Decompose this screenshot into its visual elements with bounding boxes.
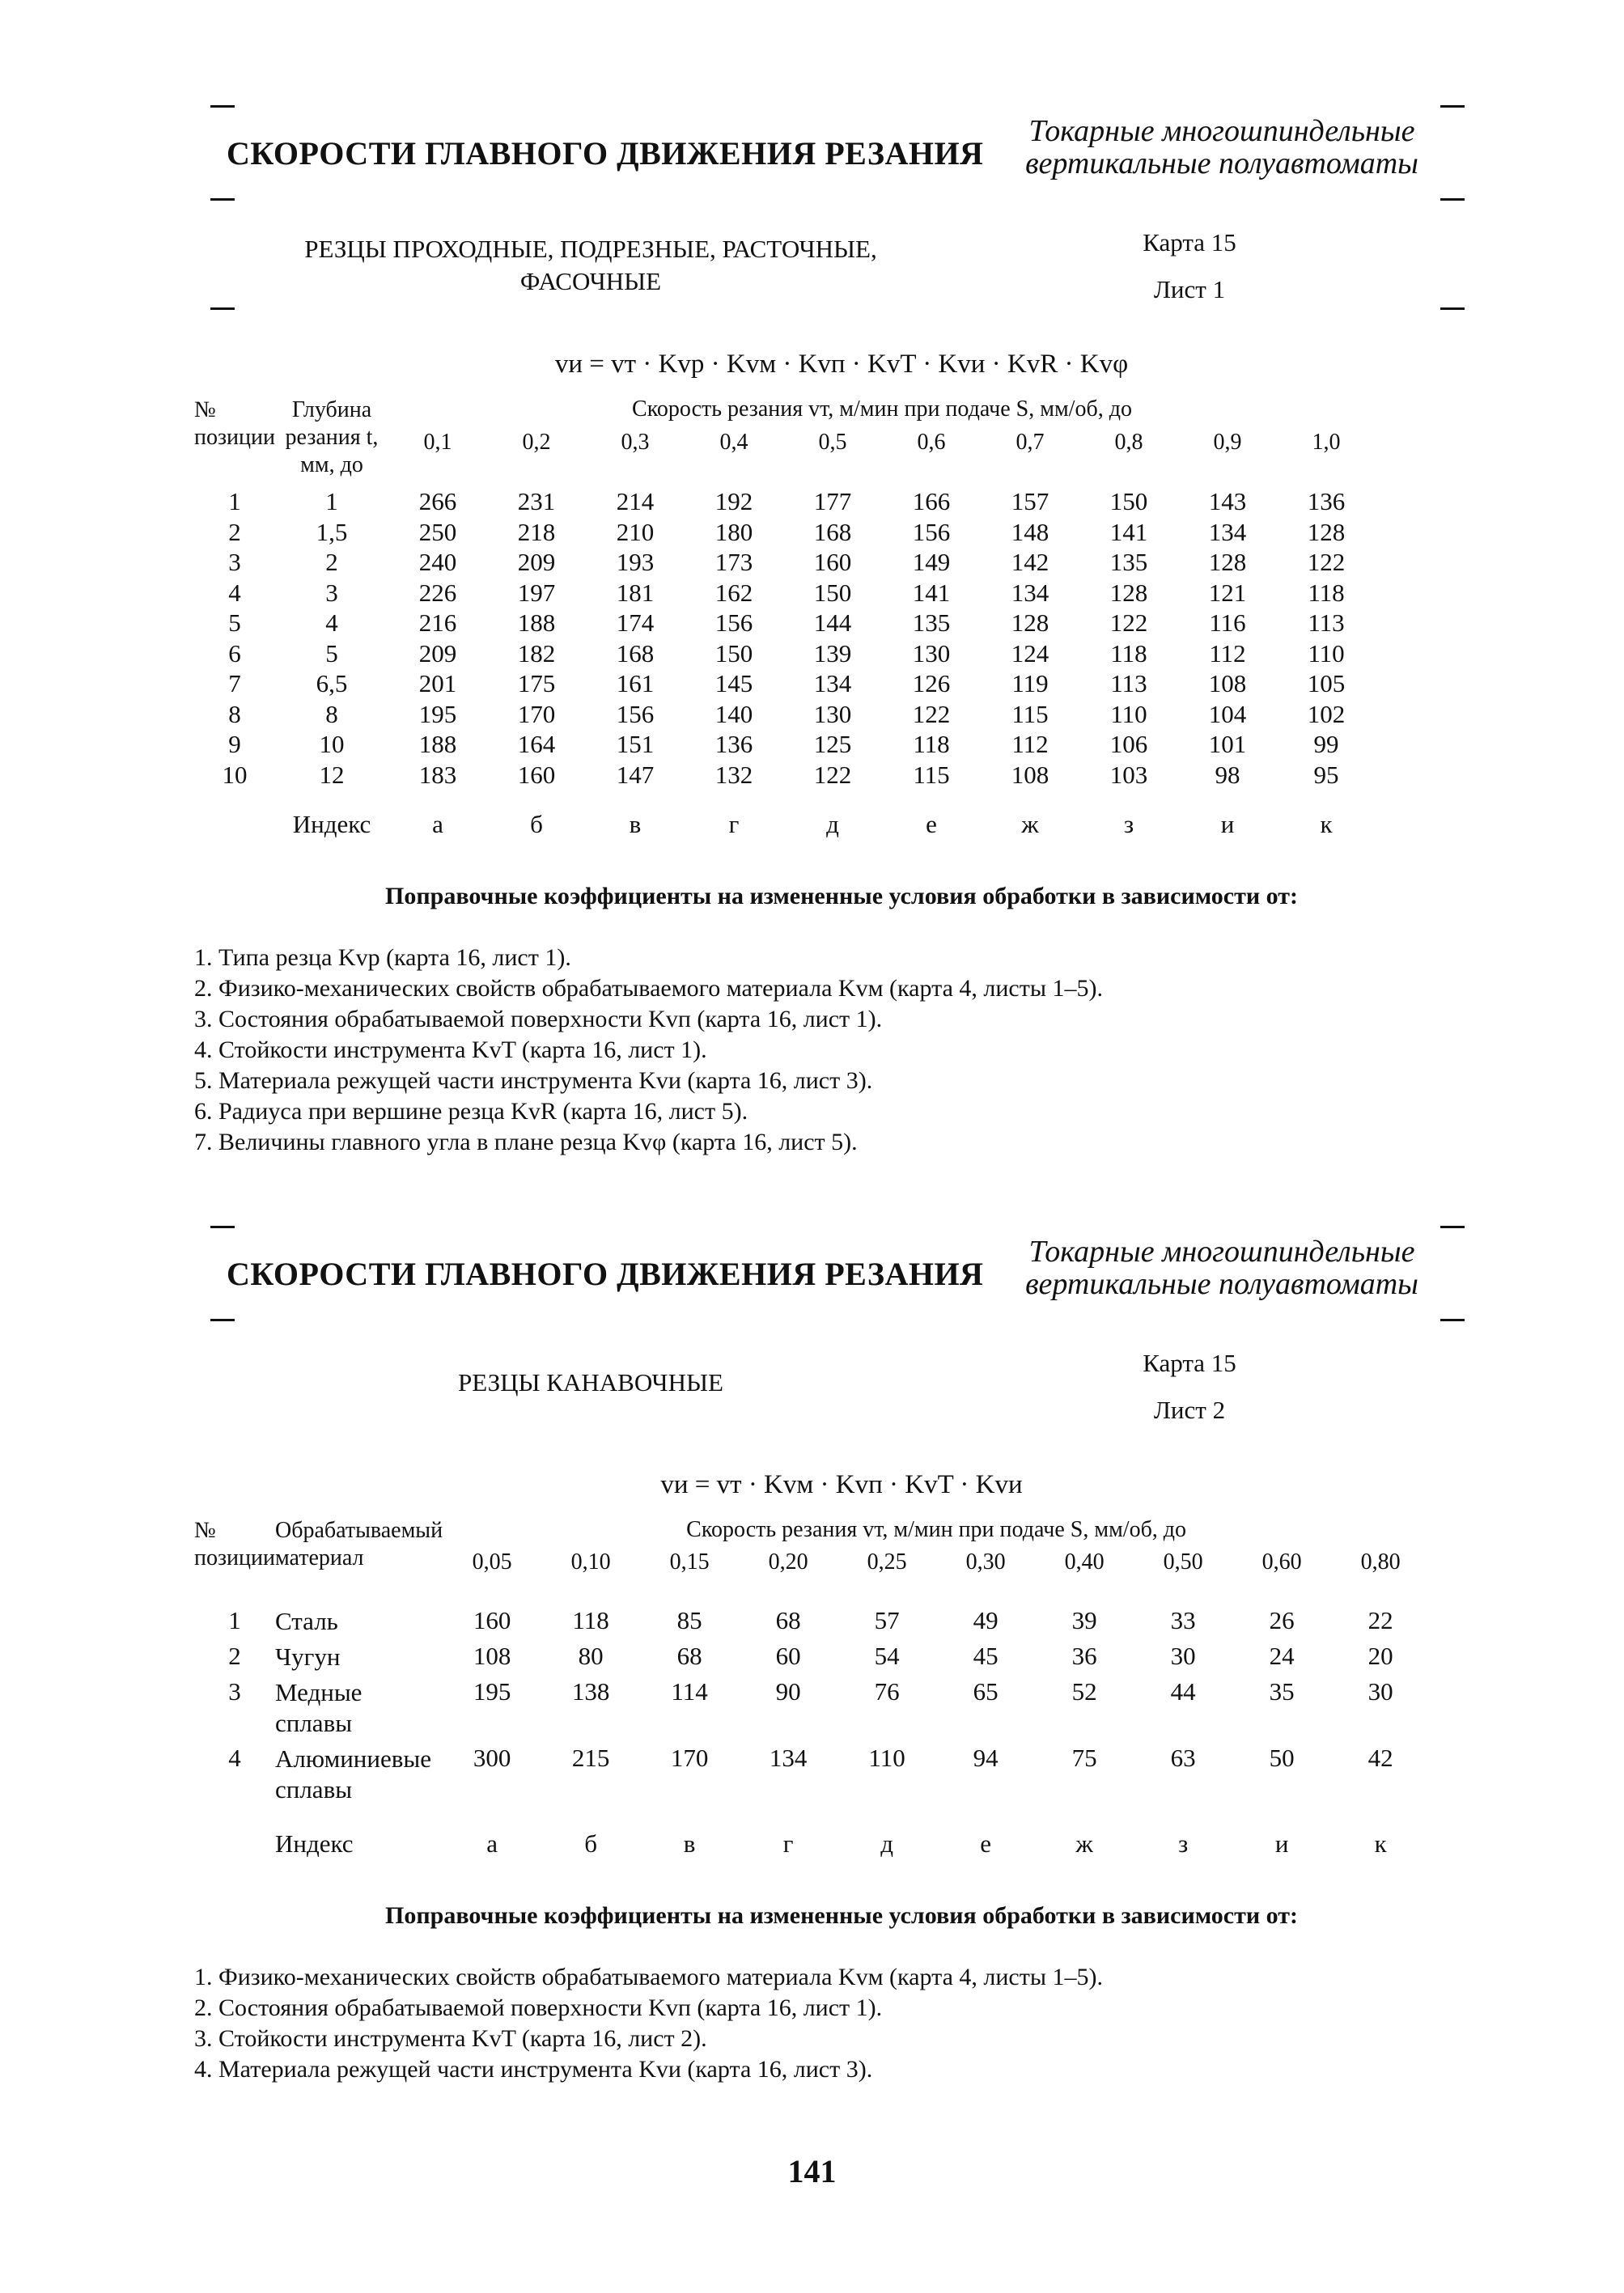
speed-value: 150 [714,638,753,668]
sheet-number: Лист 2 [1153,1396,1226,1424]
material-name: Алюминиевые сплавы [274,1744,431,1803]
table-row [194,1642,1430,1677]
correction-item: 2. Состояния обрабатываемой поверхности Kvп (карта 16, лист 1). [194,1994,883,2021]
speed-value: 116 [1209,608,1246,637]
speed-value: 128 [1109,578,1148,607]
column-header-position: № позиции [194,397,275,450]
index-letter: д [826,810,839,838]
machine-type-title: Токарные многошпиндельные вертикальные полуавтоматы [1025,114,1418,180]
speed-value: 30 [1367,1677,1393,1706]
table-row [194,1598,1430,1642]
table-row [194,548,1376,579]
speed-value: 135 [912,608,951,637]
sheet-number: Лист 1 [1153,275,1226,303]
speed-value: 112 [1209,638,1246,668]
speed-value: 166 [912,487,951,515]
speed-value: 122 [912,699,951,728]
speed-value: 136 [1307,487,1346,515]
table-row [194,1744,1430,1810]
corner-mark [1440,105,1465,108]
speed-value: 168 [616,638,655,668]
speed-value: 150 [813,578,852,607]
speed-value: 150 [1109,487,1148,515]
speed-value: 164 [517,730,556,758]
feed-value: 0,6 [917,429,946,455]
speed-value: 195 [473,1677,511,1706]
tool-type-title: РЕЗЦЫ КАНАВОЧНЫЕ [458,1368,723,1397]
position-number: 5 [228,608,241,637]
corrections-title: Поправочные коэффициенты на измененные условия обработки в зависимости от: [385,883,1298,909]
speed-value: 110 [868,1744,905,1772]
table-row [194,518,1376,549]
index-letter: ж [1075,1829,1093,1858]
speed-value: 160 [517,760,556,789]
feed-value: 0,40 [1064,1549,1105,1575]
speed-value: 145 [714,669,753,697]
position-number: 7 [228,669,241,697]
speed-value: 231 [517,487,556,515]
feed-value: 0,05 [472,1549,512,1575]
correction-item: 4. Материала режущей части инструмента Kvи (карта 16, лист 3). [194,2056,873,2083]
section-2-header [194,1218,1457,1339]
column-header-material: Обрабатываемый материал [274,1518,443,1570]
corrections-list [194,943,1457,1158]
speed-value: 110 [1308,638,1345,668]
index-letter: а [432,810,443,838]
speed-value: 160 [813,548,852,576]
feed-value: 0,20 [768,1549,808,1575]
table-row [194,479,1376,518]
speed-value: 22 [1367,1606,1393,1634]
speed-value: 68 [775,1606,801,1634]
correction-item: 6. Радиуса при вершине резца KvR (карта 16, лист 5). [194,1098,748,1125]
speed-value: 141 [1109,517,1148,546]
speed-value: 160 [473,1606,511,1634]
index-letter: е [980,1829,991,1858]
feed-value: 0,15 [669,1549,710,1575]
corrections-list [194,1962,1457,2085]
feed-value: 0,1 [423,429,452,455]
speed-value: 143 [1208,487,1247,515]
speed-value: 134 [769,1744,808,1772]
index-label: Индекс [274,1829,354,1858]
speed-value: 39 [1071,1606,1097,1634]
speed-value: 121 [1208,578,1247,607]
position-number: 1 [228,487,241,515]
correction-item: 7. Величины главного угла в плане резца Kvφ (карта 16, лист 5). [194,1129,858,1155]
speed-value: 80 [578,1642,604,1670]
speed-value: 122 [1307,548,1346,576]
speed-value: 108 [473,1642,511,1670]
speed-value: 182 [517,638,556,668]
speed-value: 170 [670,1744,709,1772]
speed-value: 65 [973,1677,999,1706]
speed-value: 125 [813,730,852,758]
position-number: 6 [228,638,241,668]
speed-value: 214 [616,487,655,515]
corner-mark [210,198,235,201]
page-number: 141 [787,2153,837,2189]
speed-value: 60 [775,1642,801,1670]
subheader [194,1339,1457,1452]
feed-value: 0,30 [965,1549,1006,1575]
position-number: 2 [228,1642,241,1670]
material-name: Медные сплавы [274,1678,363,1737]
speed-value: 136 [714,730,753,758]
speed-value: 115 [913,760,950,789]
speed-value: 122 [1109,608,1148,637]
speed-value: 240 [418,548,457,576]
speed-value: 95 [1313,760,1339,789]
feed-value: 0,8 [1114,429,1143,455]
cutting-depth: 8 [325,699,338,728]
speed-value: 105 [1307,669,1346,697]
speed-value: 57 [874,1606,900,1634]
speed-value: 175 [517,669,556,697]
feed-value: 1,0 [1312,429,1341,455]
speed-value: 63 [1170,1744,1196,1772]
speed-value: 139 [813,638,852,668]
speed-formula: vи = vт · Kvм · Kvп · KvT · Kvи [660,1470,1023,1499]
speed-value: 156 [616,699,655,728]
speed-value: 98 [1215,760,1240,789]
speed-formula: vи = vт · Kvp · Kvм · Kvп · KvT · Kvи · KvR · Kvφ [554,350,1129,379]
speed-value: 134 [1208,517,1247,546]
section-1-header [194,97,1457,218]
speed-value: 118 [572,1606,609,1634]
position-number: 10 [222,760,248,789]
table-row [194,669,1376,700]
speed-value: 250 [418,517,457,546]
speed-value: 26 [1269,1606,1295,1634]
speed-value: 54 [874,1642,900,1670]
speed-value: 148 [1011,517,1049,546]
speed-value: 50 [1269,1744,1295,1772]
table-row [194,1677,1430,1744]
speed-value: 156 [912,517,951,546]
tool-type-title: РЕЗЦЫ ПРОХОДНЫЕ, ПОДРЕЗНЫЕ, РАСТОЧНЫЕ, ФАСОЧНЫЕ [304,235,877,295]
column-header-speed: Скорость резания vт, м/мин при подаче S, мм/об, до [686,1517,1187,1542]
section-1 [194,97,1457,1158]
correction-item: 3. Стойкости инструмента KvT (карта 16, лист 2). [194,2025,707,2052]
speed-table [194,1517,1430,1870]
index-letter: а [486,1829,498,1858]
cutting-depth: 6,5 [316,669,348,697]
feed-value: 0,25 [867,1549,907,1575]
index-letter: г [782,1829,794,1858]
speed-value: 188 [418,730,457,758]
correction-item: 1. Типа резца Kvp (карта 16, лист 1). [194,944,571,971]
subheader [194,218,1457,332]
position-number: 3 [228,1677,241,1706]
speed-value: 52 [1071,1677,1097,1706]
speed-value: 42 [1367,1744,1393,1772]
index-letter: б [530,810,543,838]
index-letter: з [1123,810,1134,838]
machine-type-title: Токарные многошпиндельные вертикальные полуавтоматы [1025,1235,1418,1301]
speed-value: 151 [616,730,655,758]
speed-value: 180 [714,517,753,546]
speed-value: 188 [517,608,556,637]
speed-value: 181 [616,578,655,607]
speed-value: 128 [1307,517,1346,546]
speed-value: 135 [1109,548,1148,576]
position-number: 9 [228,730,241,758]
speed-value: 36 [1071,1642,1097,1670]
speed-value: 141 [912,578,951,607]
speed-value: 108 [1011,760,1049,789]
correction-item: 1. Физико-механических свойств обрабатываемого материала Kvм (карта 4, листы 1–5). [194,1964,1103,1990]
speed-value: 130 [813,699,852,728]
corner-mark [210,105,235,108]
feed-value: 0,7 [1016,429,1045,455]
speed-value: 192 [714,487,753,515]
speed-value: 99 [1313,730,1339,758]
index-letter: б [584,1829,597,1858]
speed-value: 162 [714,578,753,607]
corrections-title: Поправочные коэффициенты на измененные условия обработки в зависимости от: [385,1902,1298,1929]
corner-mark [210,307,235,310]
column-header-position: № позиции [194,1518,275,1570]
speed-value: 215 [571,1744,610,1772]
section-2 [194,1218,1457,2085]
index-label: Индекс [292,810,371,838]
speed-value: 140 [714,699,753,728]
corner-mark [210,1226,235,1228]
speed-value: 130 [912,638,951,668]
speed-value: 142 [1011,548,1049,576]
speed-value: 44 [1170,1677,1196,1706]
cutting-depth: 2 [325,548,338,576]
cutting-depth: 12 [319,760,345,789]
feed-value: 0,9 [1213,429,1242,455]
speed-value: 138 [571,1677,610,1706]
feed-value: 0,3 [621,429,650,455]
feed-value: 0,50 [1163,1549,1203,1575]
index-letter: ж [1021,810,1039,838]
speed-value: 126 [912,669,951,697]
cutting-depth: 10 [319,730,345,758]
index-letter: и [1274,1829,1289,1858]
position-number: 4 [228,578,241,607]
correction-item: 5. Материала режущей части инструмента Kvи (карта 16, лист 3). [194,1067,873,1094]
cutting-depth: 1,5 [316,517,348,546]
speed-value: 226 [418,578,457,607]
column-header-depth: Глубина резания t, мм, до [285,397,379,477]
index-letter: е [926,810,937,838]
speed-value: 75 [1071,1744,1097,1772]
index-letter: д [880,1829,893,1858]
speed-value: 45 [973,1642,999,1670]
feed-value: 0,80 [1360,1549,1401,1575]
speed-value: 156 [714,608,753,637]
feed-value: 0,10 [570,1549,611,1575]
speed-value: 119 [1011,669,1049,697]
speed-value: 209 [418,638,457,668]
speed-value: 168 [813,517,852,546]
corner-mark [1440,1319,1465,1321]
speed-value: 35 [1269,1677,1295,1706]
speed-value: 118 [1110,638,1147,668]
correction-item: 4. Стойкости инструмента KvT (карта 16, лист 1). [194,1036,707,1063]
speed-value: 193 [616,548,655,576]
speed-value: 113 [1110,669,1147,697]
speed-value: 174 [616,608,655,637]
speed-value: 183 [418,760,457,789]
speed-value: 114 [671,1677,708,1706]
correction-item: 2. Физико-механических свойств обрабатываемого материала Kvм (карта 4, листы 1–5). [194,975,1103,1002]
speed-value: 216 [418,608,457,637]
speed-value: 102 [1307,699,1346,728]
speed-value: 20 [1367,1642,1393,1670]
corner-mark [1440,1226,1465,1228]
speed-value: 68 [676,1642,702,1670]
index-letter: к [1320,810,1333,838]
material-name: Сталь [274,1607,338,1635]
speed-value: 122 [813,760,852,789]
speed-value: 300 [473,1744,511,1772]
corner-mark [210,1319,235,1321]
index-letter: в [683,1829,696,1858]
speed-value: 147 [616,760,655,789]
feed-value: 0,5 [818,429,847,455]
speed-value: 103 [1109,760,1148,789]
speed-value: 132 [714,760,753,789]
speed-value: 33 [1170,1606,1196,1634]
speed-value: 173 [714,548,753,576]
column-header-speed: Скорость резания vт, м/мин при подаче S, мм/об, до [632,396,1132,422]
corner-mark [1440,307,1465,310]
speed-value: 118 [1308,578,1345,607]
speed-value: 24 [1269,1642,1295,1670]
speed-value: 177 [813,487,852,515]
corner-mark [1440,198,1465,201]
section-title: СКОРОСТИ ГЛАВНОГО ДВИЖЕНИЯ РЕЗАНИЯ [227,1256,984,1292]
speed-value: 149 [912,548,951,576]
position-number: 2 [228,517,241,546]
speed-value: 128 [1011,608,1049,637]
index-letter: в [629,810,642,838]
speed-value: 124 [1011,638,1049,668]
table-row [194,579,1376,609]
feed-value: 0,60 [1261,1549,1302,1575]
speed-value: 108 [1208,669,1247,697]
speed-value: 118 [913,730,950,758]
card-number: Карта 15 [1143,228,1236,256]
speed-value: 170 [517,699,556,728]
correction-item: 3. Состояния обрабатываемой поверхности Kvп (карта 16, лист 1). [194,1006,883,1032]
table-row [194,639,1376,670]
section-title: СКОРОСТИ ГЛАВНОГО ДВИЖЕНИЯ РЕЗАНИЯ [227,135,984,172]
speed-value: 85 [676,1606,702,1634]
speed-value: 112 [1011,730,1049,758]
speed-value: 94 [973,1744,999,1772]
speed-value: 210 [616,517,655,546]
cutting-depth: 1 [325,487,338,515]
speed-value: 30 [1170,1642,1196,1670]
speed-value: 134 [1011,578,1049,607]
speed-value: 197 [517,578,556,607]
speed-value: 195 [418,699,457,728]
speed-value: 115 [1011,699,1049,728]
speed-value: 218 [517,517,556,546]
cutting-depth: 3 [325,578,338,607]
cutting-depth: 4 [325,608,338,637]
speed-value: 128 [1208,548,1247,576]
speed-table [194,396,1376,850]
speed-value: 104 [1208,699,1247,728]
speed-value: 106 [1109,730,1148,758]
speed-value: 76 [874,1677,900,1706]
position-number: 3 [228,548,241,576]
speed-value: 90 [775,1677,801,1706]
position-number: 1 [228,1606,241,1634]
speed-value: 134 [813,669,852,697]
speed-value: 110 [1110,699,1147,728]
table-row [194,608,1376,639]
table-row [194,730,1376,761]
speed-value: 101 [1208,730,1247,758]
speed-value: 49 [973,1606,999,1634]
card-number: Карта 15 [1143,1349,1236,1377]
index-letter: з [1177,1829,1189,1858]
index-letter: и [1220,810,1235,838]
table-row [194,700,1376,731]
speed-value: 161 [616,669,655,697]
feed-value: 0,2 [522,429,551,455]
feed-value: 0,4 [719,429,748,455]
speed-value: 201 [418,669,457,697]
speed-value: 209 [517,548,556,576]
speed-value: 266 [418,487,457,515]
speed-value: 157 [1011,487,1049,515]
index-letter: к [1374,1829,1387,1858]
index-letter: г [728,810,740,838]
material-name: Чугун [274,1642,341,1671]
position-number: 4 [228,1744,241,1772]
speed-value: 144 [813,608,852,637]
speed-value: 113 [1308,608,1345,637]
position-number: 8 [228,699,241,728]
cutting-depth: 5 [325,638,338,668]
table-row [194,761,1376,791]
